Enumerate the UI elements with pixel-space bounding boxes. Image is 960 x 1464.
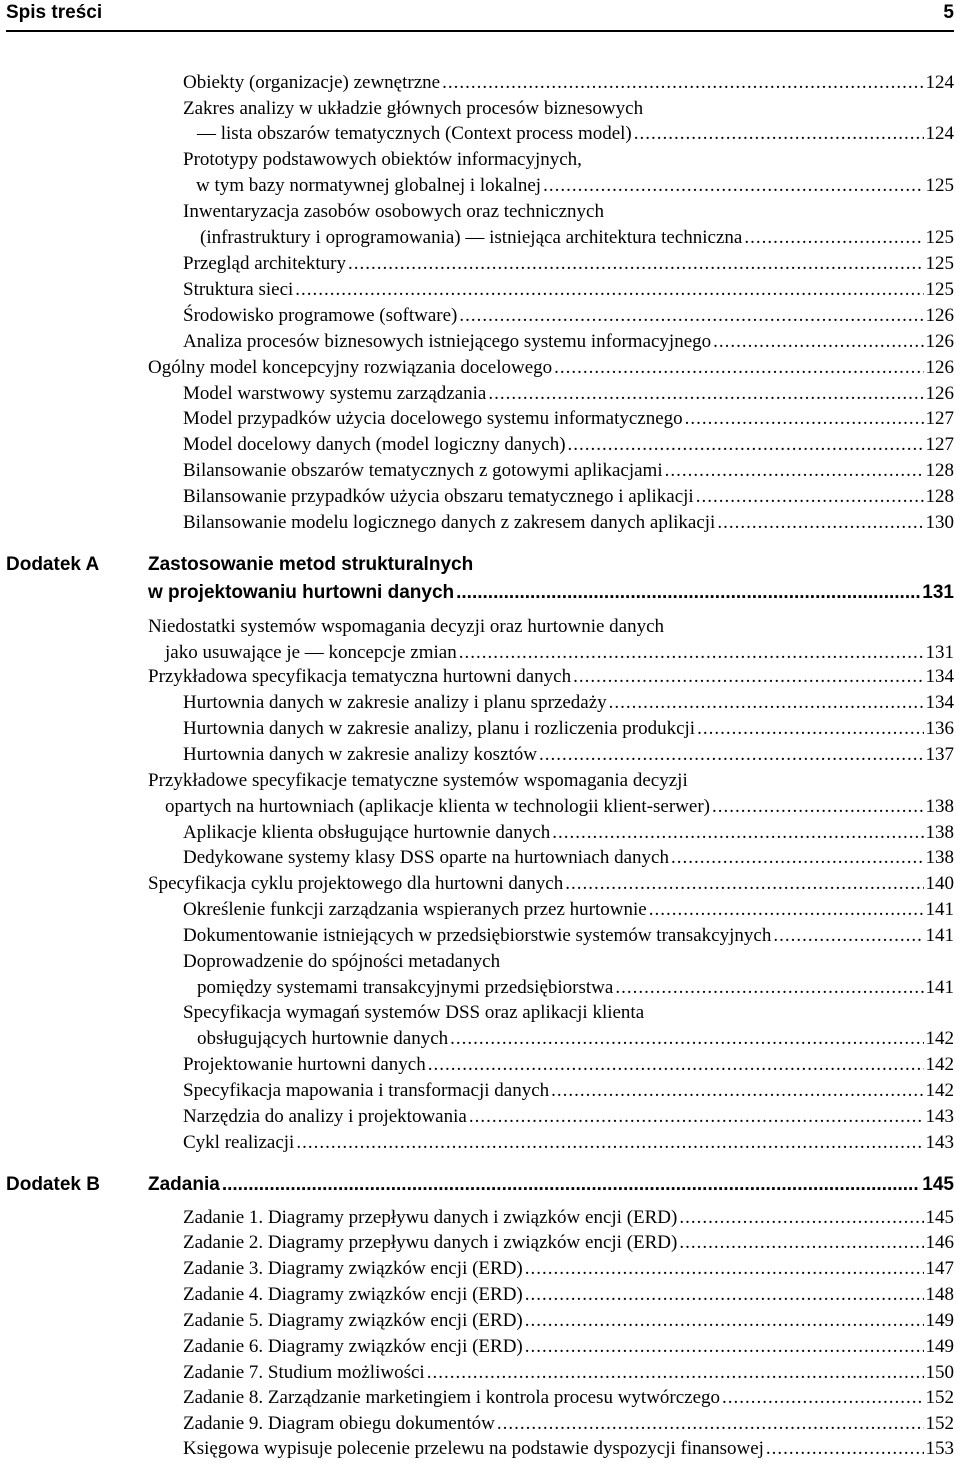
toc-entry[interactable]: Przegląd architektury ..... 125 [183,251,954,277]
toc-entry[interactable]: Narzędzia do analizy i projektowania ..... 143 [183,1104,954,1130]
toc-entry[interactable]: Księgowa wypisuje polecenie przelewu na podstawie dyspozycji finansowej ..... 153 [183,1436,954,1462]
toc-entry[interactable]: jako usuwające je — koncepcje zmian ..... 131 [165,640,954,666]
toc-entry[interactable]: Zadanie 5. Diagramy związków encji (ERD) ..... 149 [183,1308,954,1334]
appendix-a-title-line2[interactable]: w projektowaniu hurtowni danych ..... 131 [148,580,954,606]
toc-entry[interactable]: Zadanie 3. Diagramy związków encji (ERD) ..... 147 [183,1256,954,1282]
toc-entry[interactable]: Specyfikacja wymagań systemów DSS oraz aplikacji klienta [183,1002,645,1023]
toc-entry[interactable]: Bilansowanie przypadków użycia obszaru tematycznego i aplikacji ..... 128 [183,484,954,510]
appendix-a-label: Dodatek A [6,554,100,575]
toc-entry[interactable]: Specyfikacja cyklu projektowego dla hurtowni danych ..... 140 [148,871,954,897]
toc-entry[interactable]: Model docelowy danych (model logiczny danych) ..... 127 [183,432,954,458]
toc-entry[interactable]: Model przypadków użycia docelowego systemu informatycznego ..... 127 [183,406,954,432]
toc-entry[interactable]: Analiza procesów biznesowych istniejącego systemu informacyjnego ..... 126 [183,329,954,355]
toc-entry[interactable]: Specyfikacja mapowania i transformacji danych ..... 142 [183,1078,954,1104]
toc-entry[interactable]: obsługujących hurtownie danych ..... 142 [197,1026,954,1052]
toc-entry[interactable]: Ogólny model koncepcyjny rozwiązania docelowego ..... 126 [148,355,954,381]
toc-entry[interactable]: Zadanie 8. Zarządzanie marketingiem i kontrola procesu wytwórczego ..... 152 [183,1385,954,1411]
page-number: 5 [943,2,954,23]
toc-entry[interactable]: Aplikacje klienta obsługujące hurtownie danych ..... 138 [183,820,954,846]
toc-entry[interactable]: Model warstwowy systemu zarządzania ..... 126 [183,381,954,407]
toc-entry[interactable]: Bilansowanie obszarów tematycznych z gotowymi aplikacjami ..... 128 [183,458,954,484]
appendix-a-title-line1[interactable]: Zastosowanie metod strukturalnych [148,554,474,575]
toc-entry[interactable]: Przykładowe specyfikacje tematyczne systemów wspomagania decyzji [148,770,688,791]
toc-entry[interactable]: w tym bazy normatywnej globalnej i lokalnej ..... 125 [196,173,954,199]
toc-entry[interactable]: Zadanie 9. Diagram obiegu dokumentów ..... 152 [183,1411,954,1437]
toc-entry[interactable]: Obiekty (organizacje) zewnętrzne ..... 124 [183,70,954,96]
toc-entry[interactable]: pomiędzy systemami transakcyjnymi przedsiębiorstwa ..... 141 [197,975,954,1001]
toc-entry[interactable]: Zadanie 6. Diagramy związków encji (ERD) ..... 149 [183,1334,954,1360]
toc-entry[interactable]: Prototypy podstawowych obiektów informacyjnych, [183,149,582,170]
toc-entry[interactable]: — lista obszarów tematycznych (Context process model) ..... 124 [197,121,954,147]
toc-entry[interactable]: Niedostatki systemów wspomagania decyzji oraz hurtownie danych [148,616,665,637]
toc-entry[interactable]: Określenie funkcji zarządzania wspieranych przez hurtownie ..... 141 [183,897,954,923]
toc-entry[interactable]: Zadanie 4. Diagramy związków encji (ERD) ..... 148 [183,1282,954,1308]
toc-entry[interactable]: Doprowadzenie do spójności metadanych [183,951,501,972]
toc-entry[interactable]: Zadanie 2. Diagramy przepływu danych i związków encji (ERD) ..... 146 [183,1230,954,1256]
appendix-b-label: Dodatek B [6,1174,100,1195]
page-header-title: Spis treści [6,2,103,23]
toc-entry[interactable]: Struktura sieci ..... 125 [183,277,954,303]
toc-entry[interactable]: opartych na hurtowniach (aplikacje klienta w technologii klient-serwer) ..... 138 [165,794,954,820]
page-header [6,0,954,32]
toc-entry[interactable]: Dokumentowanie istniejących w przedsiębiorstwie systemów transakcyjnych ..... 141 [183,923,954,949]
toc-entry[interactable]: (infrastruktury i oprogramowania) — istniejąca architektura techniczna ..... 125 [200,225,954,251]
toc-entry[interactable]: Hurtownia danych w zakresie analizy kosztów ..... 137 [183,742,954,768]
toc-entry[interactable]: Zadanie 1. Diagramy przepływu danych i związków encji (ERD) ..... 145 [183,1205,954,1231]
toc-entry[interactable]: Zakres analizy w układzie głównych procesów biznesowych [183,98,644,119]
toc-entry[interactable]: Cykl realizacji ..... 143 [183,1130,954,1156]
toc-entry[interactable]: Dedykowane systemy klasy DSS oparte na hurtowniach danych ..... 138 [183,845,954,871]
toc-entry[interactable]: Zadanie 7. Studium możliwości ..... 150 [183,1360,954,1386]
toc-entry[interactable]: Hurtownia danych w zakresie analizy, planu i rozliczenia produkcji ..... 136 [183,716,954,742]
toc-entry[interactable]: Przykładowa specyfikacja tematyczna hurtowni danych ..... 134 [148,664,954,690]
toc-entry[interactable]: Projektowanie hurtowni danych ..... 142 [183,1052,954,1078]
toc-entry[interactable]: Hurtownia danych w zakresie analizy i planu sprzedaży ..... 134 [183,690,954,716]
appendix-b-title[interactable]: Zadania ..... 145 [148,1172,954,1198]
toc-entry[interactable]: Środowisko programowe (software) ..... 126 [183,303,954,329]
toc-entry[interactable]: Bilansowanie modelu logicznego danych z zakresem danych aplikacji ..... 130 [183,510,954,536]
toc-entry[interactable]: Inwentaryzacja zasobów osobowych oraz technicznych [183,201,604,222]
